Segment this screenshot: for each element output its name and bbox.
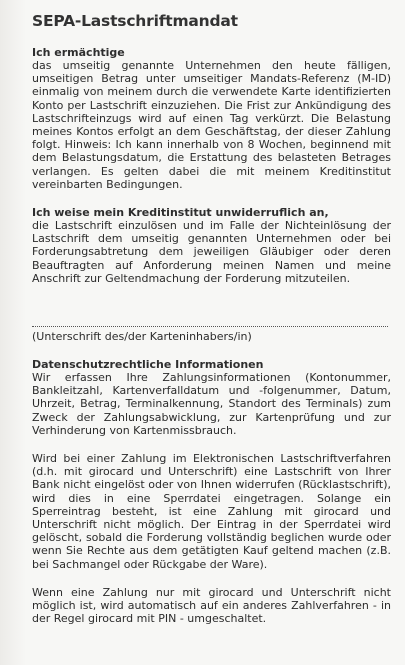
privacy-section [32, 358, 391, 625]
document-title: SEPA-Lastschriftmandat [32, 12, 238, 30]
signature-label: (Unterschrift des/der Karteninhabers/in) [32, 330, 252, 344]
privacy-text-2: Wird bei einer Zahlung im Elektronischen Lastschriftverfahren (d.h. mit girocard und Unterschrift) eine Lastschrift von Ihrer Bank nicht eingelöst oder von Ihnen widerrufen (Rücklastschrift), wird dies in eine Sperrdatei eingetragen. Solange ein Sperreintrag besteht, ist eine Zahlung mit girocard und Unterschrift nicht möglich. Der Eintrag in der Sperrdatei wird gelöscht, sobald die Forderung vollständig beglichen wurde oder wenn Sie Rechte aus dem getätigten Kauf geltend machen (z.B. bei Sachmangel oder Rückgabe der Ware). [32, 452, 391, 571]
mandate-heading: Ich ermächtige [32, 46, 125, 59]
instruction-text: die Lastschrift einzulösen und im Falle der Nichteinlösung der Lastschrift dem umseitig genannten Unternehmen oder bei Forderungsabtretung dem jeweiligen Gläubiger oder deren Beauftragten auf Anforderung meinen Namen und meine Anschrift zur Geltendmachung der Forderung mitzuteilen. [32, 219, 391, 285]
signature-line [32, 326, 388, 327]
instruction-heading: Ich weise mein Kreditinstitut unwiderruflich an, [32, 206, 329, 220]
privacy-text-3: Wenn eine Zahlung nur mit girocard und Unterschrift nicht möglich ist, wird automatisch auf ein anderes Zahlverfahren - in der Regel girocard mit PIN - umgeschaltet. [32, 585, 391, 626]
privacy-heading: Datenschutzrechtliche Informationen [32, 358, 264, 372]
mandate-text: das umseitig genannte Unternehmen den heute fälligen, umseitigen Betrag unter umseitiger Mandats-Referenz (M-ID) einmalig von meinem durch die verwendete Karte identifizierten Konto per Lastschrift einzuziehen. Die Frist zur Ankündigung des Lastschrifteinzugs wird auf einen Tag verkürzt. Die Belastung meines Kontos erfolgt an dem Geschäftstag, der dieser Zahlung folgt. Hinweis: Ich kann innerhalb von 8 Wochen, beginnend mit dem Belastungsdatum, die Erstattung des belasteten Betrages verlangen. Es gelten dabei die mit meinem Kreditinstitut vereinbarten Bedingungen. [32, 59, 391, 191]
mandate-section [32, 46, 391, 285]
privacy-text-1: Wir erfassen Ihre Zahlungsinformationen (Kontonummer, Bankleitzahl, Kartenverfalldatum und -folgenummer, Datum, Uhrzeit, Betrag, Terminalkennung, Standort des Terminals) zum Zweck der Zahlungsabwicklung, zur Kartenprüfung und zur Verhinderung von Kartenmissbrauch. [32, 371, 391, 437]
